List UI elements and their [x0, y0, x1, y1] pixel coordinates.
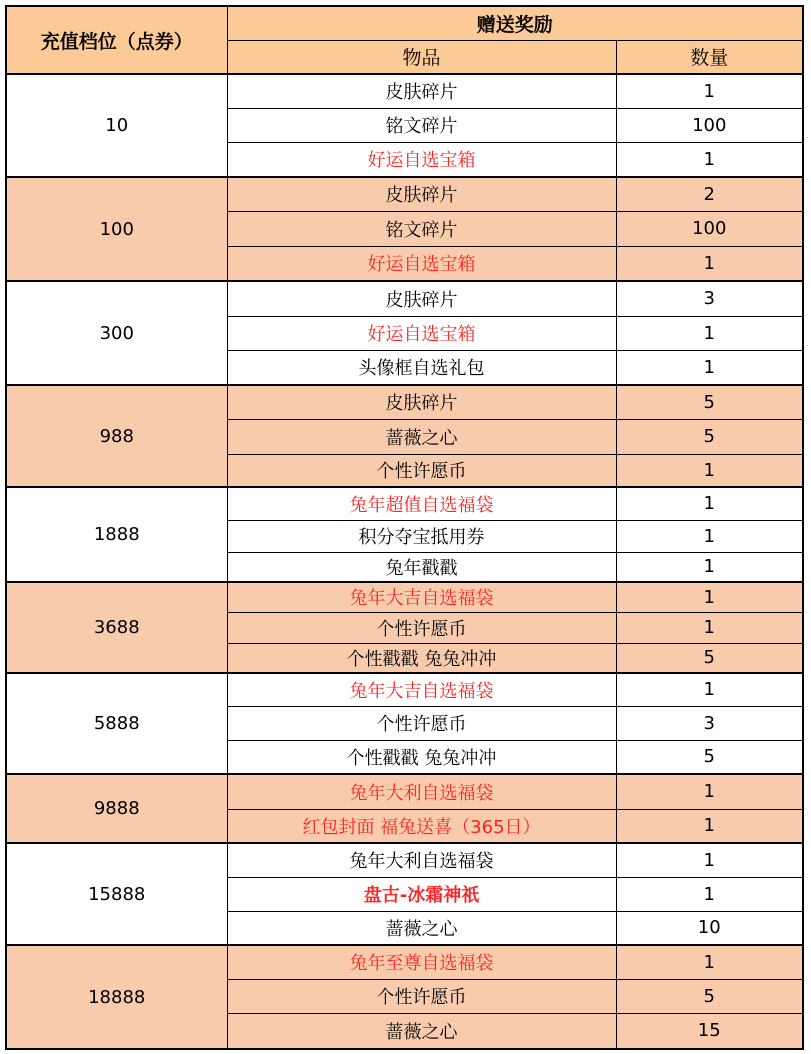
- reward-item-name: 皮肤碎片: [227, 281, 616, 316]
- reward-quantity: 1: [616, 552, 803, 582]
- reward-quantity: 5: [616, 740, 803, 774]
- reward-quantity: 3: [616, 706, 803, 740]
- tier-amount: 100: [6, 177, 227, 281]
- reward-item-name: 兔年大吉自选福袋: [227, 582, 616, 612]
- reward-item-name: 兔年至尊自选福袋: [227, 945, 616, 979]
- reward-item-name: 皮肤碎片: [227, 74, 616, 108]
- table-row: [6, 673, 803, 706]
- tier-group: [6, 843, 803, 945]
- reward-item-name: 个性许愿币: [227, 979, 616, 1013]
- tier-group: [6, 774, 803, 843]
- reward-item-name: 蔷薇之心: [227, 911, 616, 945]
- reward-item-name: 积分夺宝抵用券: [227, 520, 616, 552]
- reward-item-name: 兔年大利自选福袋: [227, 774, 616, 809]
- reward-quantity: 1: [616, 350, 803, 385]
- reward-quantity: 3: [616, 281, 803, 316]
- reward-quantity: 100: [616, 108, 803, 142]
- tier-group: [6, 385, 803, 487]
- reward-item-name: 个性戳戳 兔兔冲冲: [227, 740, 616, 774]
- tier-amount: 988: [6, 385, 227, 487]
- tier-group: [6, 281, 803, 385]
- reward-quantity: 100: [616, 211, 803, 246]
- reward-quantity: 1: [616, 520, 803, 552]
- reward-item-name: 铭文碎片: [227, 108, 616, 142]
- reward-item-name: 皮肤碎片: [227, 177, 616, 211]
- reward-quantity: 1: [616, 877, 803, 911]
- tier-group: [6, 177, 803, 281]
- reward-item-name: 个性许愿币: [227, 454, 616, 487]
- item-column-header: 物品: [227, 40, 616, 74]
- reward-item-name: 铭文碎片: [227, 211, 616, 246]
- reward-quantity: 5: [616, 979, 803, 1013]
- table-row: [6, 177, 803, 211]
- tier-amount: 300: [6, 281, 227, 385]
- reward-quantity: 1: [616, 582, 803, 612]
- reward-quantity: 1: [616, 74, 803, 108]
- tier-amount: 5888: [6, 673, 227, 774]
- tier-group: [6, 487, 803, 582]
- reward-item-name: 好运自选宝箱: [227, 142, 616, 177]
- table-row: [6, 74, 803, 108]
- table-row: [6, 281, 803, 316]
- reward-item-name: 好运自选宝箱: [227, 246, 616, 281]
- reward-item-name: 个性许愿币: [227, 612, 616, 643]
- reward-quantity: 1: [616, 316, 803, 350]
- reward-quantity: 1: [616, 945, 803, 979]
- reward-item-name: 盘古-冰霜神祇: [227, 877, 616, 911]
- reward-group-header: 赠送奖励: [227, 6, 803, 40]
- tier-amount: 10: [6, 74, 227, 177]
- tier-group: [6, 74, 803, 177]
- reward-table-container: [5, 5, 804, 1050]
- tier-group: [6, 582, 803, 673]
- reward-quantity: 10: [616, 911, 803, 945]
- tier-group: [6, 945, 803, 1049]
- table-header: [6, 6, 803, 74]
- quantity-column-header: 数量: [616, 40, 803, 74]
- tier-amount: 3688: [6, 582, 227, 673]
- reward-item-name: 好运自选宝箱: [227, 316, 616, 350]
- table-row: [6, 774, 803, 809]
- reward-item-name: 个性戳戳 兔兔冲冲: [227, 643, 616, 673]
- reward-quantity: 1: [616, 843, 803, 877]
- reward-quantity: 1: [616, 246, 803, 281]
- reward-item-name: 红包封面 福兔送喜（365日）: [227, 809, 616, 843]
- tier-amount: 18888: [6, 945, 227, 1049]
- reward-quantity: 1: [616, 774, 803, 809]
- tier-group: [6, 673, 803, 774]
- table-row: [6, 843, 803, 877]
- reward-item-name: 个性许愿币: [227, 706, 616, 740]
- reward-quantity: 1: [616, 612, 803, 643]
- reward-item-name: 蔷薇之心: [227, 1013, 616, 1049]
- tier-column-header: 充值档位（点券）: [6, 6, 227, 74]
- reward-item-name: 兔年大吉自选福袋: [227, 673, 616, 706]
- reward-item-name: 头像框自选礼包: [227, 350, 616, 385]
- reward-item-name: 蔷薇之心: [227, 419, 616, 454]
- table-row: [6, 945, 803, 979]
- tier-amount: 9888: [6, 774, 227, 843]
- reward-quantity: 1: [616, 673, 803, 706]
- table-row: [6, 487, 803, 520]
- reward-quantity: 5: [616, 385, 803, 419]
- reward-quantity: 1: [616, 487, 803, 520]
- reward-item-name: 兔年大利自选福袋: [227, 843, 616, 877]
- reward-quantity: 15: [616, 1013, 803, 1049]
- tier-amount: 15888: [6, 843, 227, 945]
- reward-item-name: 兔年戳戳: [227, 552, 616, 582]
- reward-quantity: 1: [616, 142, 803, 177]
- reward-item-name: 兔年超值自选福袋: [227, 487, 616, 520]
- reward-quantity: 5: [616, 643, 803, 673]
- tier-amount: 1888: [6, 487, 227, 582]
- reward-quantity: 2: [616, 177, 803, 211]
- reward-quantity: 5: [616, 419, 803, 454]
- table-row: [6, 582, 803, 612]
- reward-quantity: 1: [616, 454, 803, 487]
- table-row: [6, 385, 803, 419]
- reward-quantity: 1: [616, 809, 803, 843]
- reward-item-name: 皮肤碎片: [227, 385, 616, 419]
- recharge-reward-table: [5, 5, 804, 1050]
